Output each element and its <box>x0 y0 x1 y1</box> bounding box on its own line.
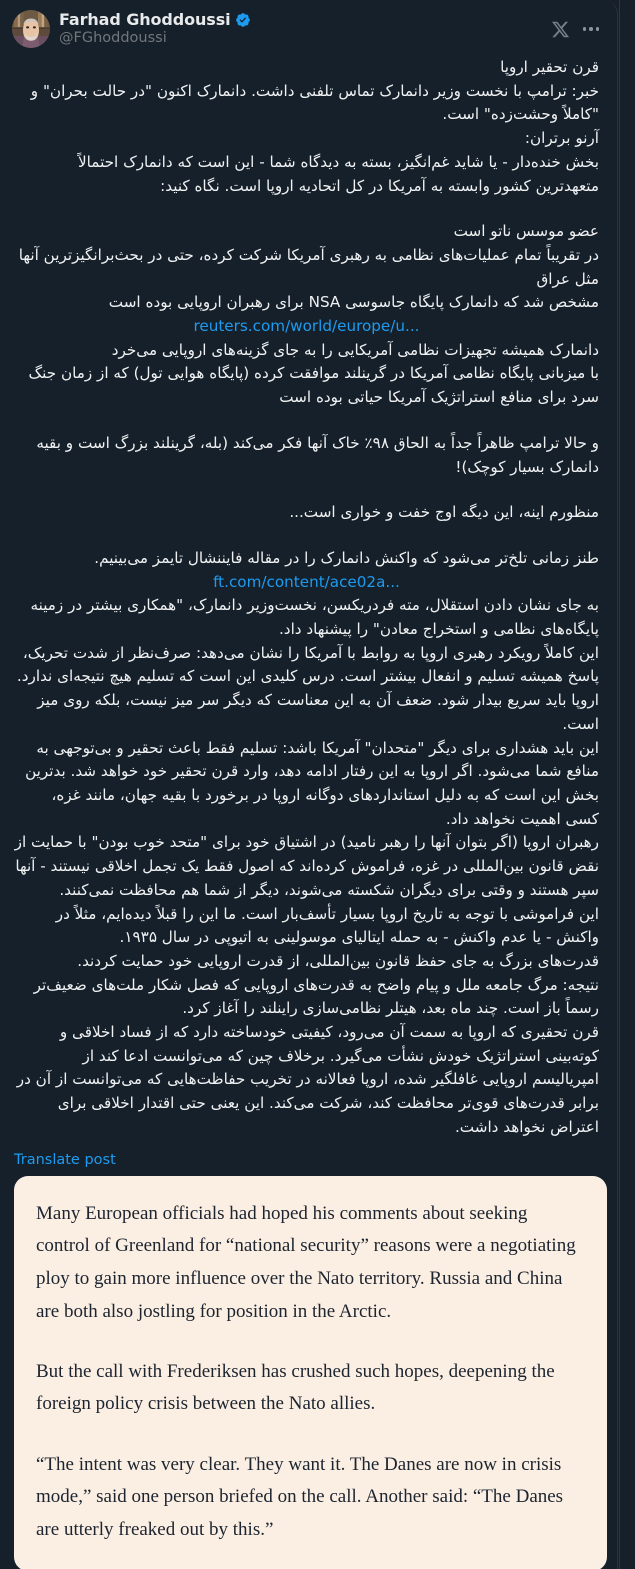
user-handle[interactable]: @FGhoddoussi <box>59 30 167 47</box>
paragraph-spacer <box>14 479 599 501</box>
reuters-link[interactable]: reuters.com/world/europe/u... <box>193 317 420 336</box>
quote-paragraph: But the call with Frederiksen has crushed such hopes, deepening the foreign policy crisis between the Nato allies. <box>36 1360 555 1415</box>
name-row <box>59 10 542 29</box>
verified-badge-icon <box>235 12 251 28</box>
post-line: در تقریباً تمام عملیات‌های نظامی به رهبری آمریکا شرکت کرده، حتی در بحث‌برانگیزترین آنها مثل عراق <box>13 245 599 288</box>
quote-paragraph: Many European officials had hoped his comments about seeking control of Greenland for “national security” reasons were a negotiating ploy to gain more influence over the Nato territory. Russia and China are both also jostling for position in the Arctic. <box>36 1202 576 1322</box>
header-actions <box>551 20 606 39</box>
paragraph-spacer <box>14 198 599 220</box>
x-logo-icon[interactable] <box>551 20 570 39</box>
post-line: با میزبانی پایگاه نظامی آمریکا در گرینلند موافقت کرده (پایگاه هوایی تول) که از زمان جنگ سرد برای منافع استراتژیک آمریکا حیاتی بوده است <box>23 364 599 407</box>
post-line: به جای نشان دادن استقلال، مته فردریکسن، نخست‌وزیر دانمارک، "همکاری بیشتر در زمینه پایگاه‌های نظامی و استخراج معادن" را پیشنهاد داد. <box>25 596 599 639</box>
right-rail-divider <box>619 0 635 1569</box>
display-name[interactable]: Farhad Ghoddoussi <box>59 10 231 30</box>
ft-link[interactable]: ft.com/content/ace02a... <box>213 572 400 591</box>
post-line: رهبران اروپا (اگر بتوان آنها را رهبر نامید) در اشتیاق خود برای "متحد خوب بودن" با حمایت از نقض قانون بین‌المللی در غزه، فراموش کرده‌اند که اصول فقط یک تجمل اخلاقی نیستند - آنها سپر هستند و وقتی برای دیگران شکسته می‌شوند، دیگر از شما هم محافظت نمی‌کنند. <box>9 833 599 899</box>
more-options-icon[interactable] <box>583 20 600 38</box>
post-line: دانمارک همیشه تجهیزات نظامی آمریکایی را به جای گزینه‌های اروپایی می‌خرد <box>111 340 599 359</box>
more-dot <box>596 27 600 31</box>
paragraph-spacer <box>14 410 599 432</box>
post-line: نتیجه: مرگ جامعه ملل و پیام واضح به قدرت‌های اروپایی که فصل شکار ملت‌های ضعیف‌تر رسماً باز است. چند ماه بعد، هیتلر نظامی‌سازی راینلند را آغاز کرد. <box>28 975 599 1018</box>
post-header <box>0 0 617 56</box>
translate-row <box>0 1142 617 1176</box>
quoted-article-card[interactable] <box>14 1176 607 1569</box>
identity-block <box>59 10 542 48</box>
more-dot <box>583 27 587 31</box>
translate-post-link[interactable]: Translate post <box>14 1151 116 1168</box>
avatar[interactable] <box>12 10 50 48</box>
post-line: قرن تحقیری که اروپا به سمت آن می‌رود، کیفیتی خودساخته دارد که از فساد اخلاقی و کوته‌بینی استراتژیک خودش نشأت می‌گیرد. برخلاف چین که می‌توانست ادعا کند از امپریالیسم اروپایی غافلگیر شده، اروپا فعالانه در تخریب حفاظت‌هایی که می‌توانست از آن در برابر قدرت‌های قوی‌تر محافظت کند، شرکت می‌کند. این یعنی حتی اقتدار اخلاقی برای اعتراض نخواهد داشت. <box>11 1023 599 1136</box>
post-line: طنز زمانی تلخ‌تر می‌شود که واکنش دانمارک را در مقاله فایننشال تایمز می‌بینیم. <box>94 548 599 567</box>
post-line: این کاملاً رویکرد رهبری اروپا به روابط با آمریکا را نشان می‌دهد: صرف‌نظر از شدت تحریک، پاسخ همیشه تسلیم و انفعال بیشتر است. درس کلیدی این است که تسلیم هیچ نتیجه‌ای ندارد. اروپا باید سریع بیدار شود. ضعف آن به این معناست که دیگر سر میز نیست، بلکه روی میز است. <box>12 643 599 733</box>
post-line: خبر: ترامپ با نخست وزیر دانمارک تماس تلفنی داشت. دانمارک اکنون "در حالت بحران" و "کاملاً وحشت‌زده" است. <box>25 81 599 124</box>
post-line: مشخص شد که دانمارک پایگاه جاسوسی NSA برای رهبران اروپایی بوده است <box>108 293 599 312</box>
post-text-body <box>0 56 617 1140</box>
post-line: قدرت‌های بزرگ به جای حفظ قانون بین‌المللی، از قدرت اروپایی خود حمایت کردند. <box>77 951 599 970</box>
paragraph-spacer <box>14 525 599 547</box>
post-line: این فراموشی با توجه به تاریخ اروپا بسیار تأسف‌بار است. ما این را قبلاً دیده‌ایم، مثلاً در واکنش - یا عدم واکنش - به حمله ایتالیای موسولینی به اتیوپی در سال ۱۹۳۵. <box>50 904 599 947</box>
post-line: و حالا ترامپ ظاهراً جداً به الحاق ۹۸٪ خاک آنها فکر می‌کند (بله، گرینلند بزرگ است و بقیه دانمارک بسیار کوچک)! <box>31 433 599 476</box>
post-line: منظورم اینه، این دیگه اوج خفت و خواری است... <box>289 503 599 522</box>
post-line: این باید هشداری برای دیگر "متحدان" آمریکا باشد: تسلیم فقط باعث تحقیر و بی‌توجهی به منافع شما می‌شود. اگر اروپا به این رفتار ادامه دهد، وارد قرن تحقیر خود خواهد شد. بدترین بخش این است که به دلیل استانداردهای دوگانه اروپا در برخورد با بقیه جهان، مانند غزه، کسی اهمیت نخواهد داد. <box>20 738 599 828</box>
more-dot <box>589 27 593 31</box>
post-line: بخش خنده‌دار - یا شاید غم‌انگیز، بسته به دیدگاه شما - این است که دانمارک احتمالاً متعهدترین کشور وابسته به آمریکا در کل اتحادیه اروپا است. نگاه کنید: <box>73 152 599 195</box>
post-line: عضو موسس ناتو است <box>453 222 599 241</box>
quote-paragraph: “The intent was very clear. They want it. The Danes are now in crisis mode,” said one person briefed on the call. Another said: “The Danes are utterly freaked out by this.” <box>36 1453 564 1540</box>
post-line: آرنو برتران: <box>524 129 599 148</box>
post-line: قرن تحقیر اروپا <box>500 58 599 76</box>
